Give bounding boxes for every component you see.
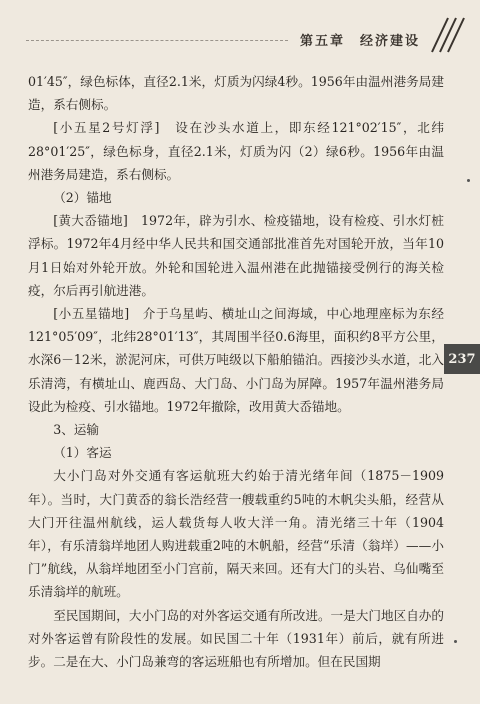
subsection-heading-passenger: （1）客运 [53,445,112,461]
page-header [0,0,480,60]
page-body [28,70,444,673]
subsection-heading-anchorage: （2）锚地 [53,190,112,206]
paragraph-buoy-entry: [小五星2号灯浮] 设在沙头水道上，即东经121°02′15″，北纬28°01′25″，绿色标身，直径2.1米，灯质为闪（2）绿6秒。1956年由温州港务局建造，系右侧标。 [28,120,444,182]
paragraph-republic-era: 至民国期间，大小门岛的对外客运交通有所改进。一是大门地区自办的对外客运曾有阶段性的发展。如民国二十年（1931年）前后，就有所进步。二是在大、小门岛兼弯的客运班船也有所增加。但在民国期 [28,607,444,670]
chapter-title: 第五章 经济建设 [300,34,421,49]
section-heading-transport: 3、运输 [53,422,99,438]
paragraph-anchorage-xiaowuxing: [小五星锚地] 介于乌星屿、横址山之间海域，中心地理座标为东经121°05′09″，北纬28°01′13″，其周围半径0.6海里，面积约8平方公里，水深6－12米，淤泥河床，可供万吨级以下船舶锚泊。西接沙头水道，北入乐清湾，有横址山、鹿西岛、大门岛、小门岛为屏障。1957年温州港务局设此为检疫、引水锚地。1972年撤除，改用黄大岙锚地。 [28,306,444,414]
edge-speck [454,640,457,643]
header-slash-ornament [418,14,468,54]
paragraph-anchorage-huangdaao: [黄大岙锚地] 1972年，辟为引水、检疫锚地，设有检疫、引水灯桩浮标。1972年4月经中华人民共和国交通部批准首先对国轮开放，当年10月1日始对外轮开放。外轮和国轮进入温州港在此抛锚接受例行的海关检疫，尔后再引航进港。 [28,213,444,298]
page-number-tab: 237 [444,344,480,374]
paragraph-continuation: 01′45″，绿色标体，直径2.1米，灯质为闪绿4秒。1956年由温州港务局建造，系右侧标。 [28,74,444,113]
edge-speck [467,179,470,182]
paragraph-passenger-history: 大小门岛对外交通有客运航班大约始于清光绪年间（1875－1909年）。当时，大门黄岙的翁长浩经营一艘载重约5吨的木帆尖头船，经营从大门开往温州航线，运人载货每人收大洋一角。清光绪三十年（1904年），有乐清翁垟地团人购进载重2吨的木帆船，经营“乐清（翁垟）——小门”航线，从翁垟地团至小门宫前，隔天来回。还有大门的头岩、乌仙嘴至乐清翁垟的航班。 [28,468,444,600]
header-rule [26,40,288,41]
